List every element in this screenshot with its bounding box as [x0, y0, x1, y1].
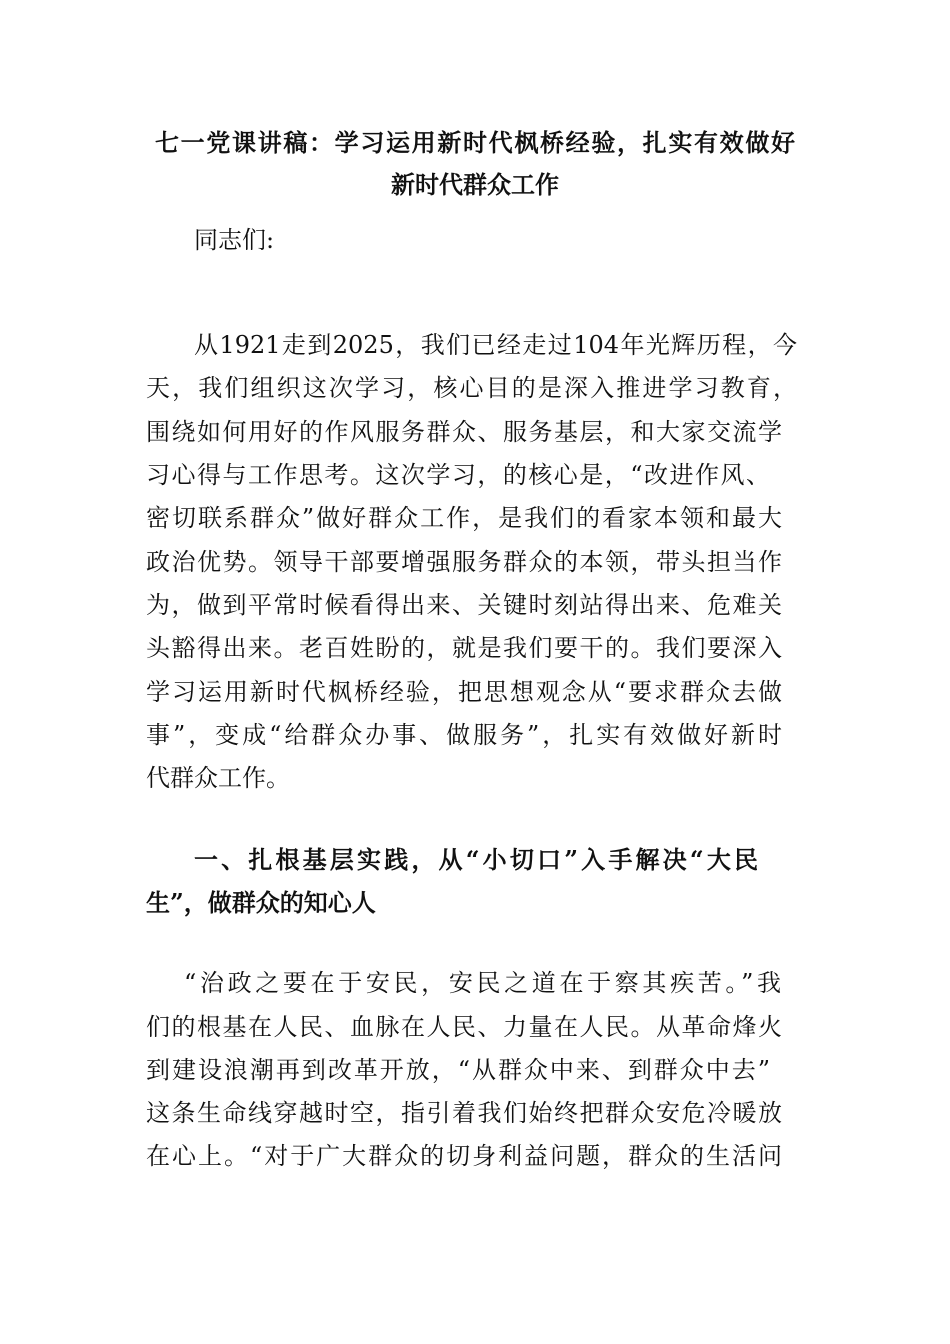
text-line: 到建设浪潮再到改革开放，“从群众中来、到群众中去”	[146, 1056, 770, 1084]
text-line: 习心得与工作思考。这次学习，的核心是，“改进作风、	[146, 461, 770, 489]
heading-line: 一、扎根基层实践，从“小切口”入手解决“大民	[194, 845, 758, 874]
text-line: 在心上。“对于广大群众的切身利益问题，群众的生活问	[146, 1142, 782, 1170]
document-title-line-2: 新时代群众工作	[391, 170, 559, 199]
text-line: 这条生命线穿越时空，指引着我们始终把群众安危冷暖放	[146, 1099, 782, 1127]
text-line: 围绕如何用好的作风服务群众、服务基层，和大家交流学	[146, 418, 782, 446]
text-line: 密切联系群众”做好群众工作，是我们的看家本领和最大	[146, 504, 782, 532]
text-line: 头豁得出来。老百姓盼的，就是我们要干的。我们要深入	[146, 634, 782, 662]
text-line: 天，我们组织这次学习，核心目的是深入推进学习教育，	[146, 374, 797, 402]
salutation: 同志们:	[194, 226, 275, 254]
heading-line: 生”，做群众的知心人	[146, 888, 376, 917]
text-line: 政治优势。领导干部要增强服务群众的本领，带头担当作	[146, 548, 782, 576]
text-line: “治政之要在于安民，安民之道在于察其疾苦。”我	[184, 969, 781, 997]
text-line: 学习运用新时代枫桥经验，把思想观念从“要求群众去做	[146, 678, 782, 706]
text-line: 从1921走到2025，我们已经走过104年光辉历程，今	[194, 331, 797, 359]
text-line: 为，做到平常时候看得出来、关键时刻站得出来、危难关	[146, 591, 782, 619]
document-title-line-1: 七一党课讲稿：学习运用新时代枫桥经验，扎实有效做好	[155, 128, 795, 157]
text-line: 事”，变成“给群众办事、做服务”，扎实有效做好新时	[146, 721, 782, 749]
text-line: 们的根基在人民、血脉在人民、力量在人民。从革命烽火	[146, 1013, 782, 1041]
text-line: 代群众工作。	[146, 764, 290, 792]
